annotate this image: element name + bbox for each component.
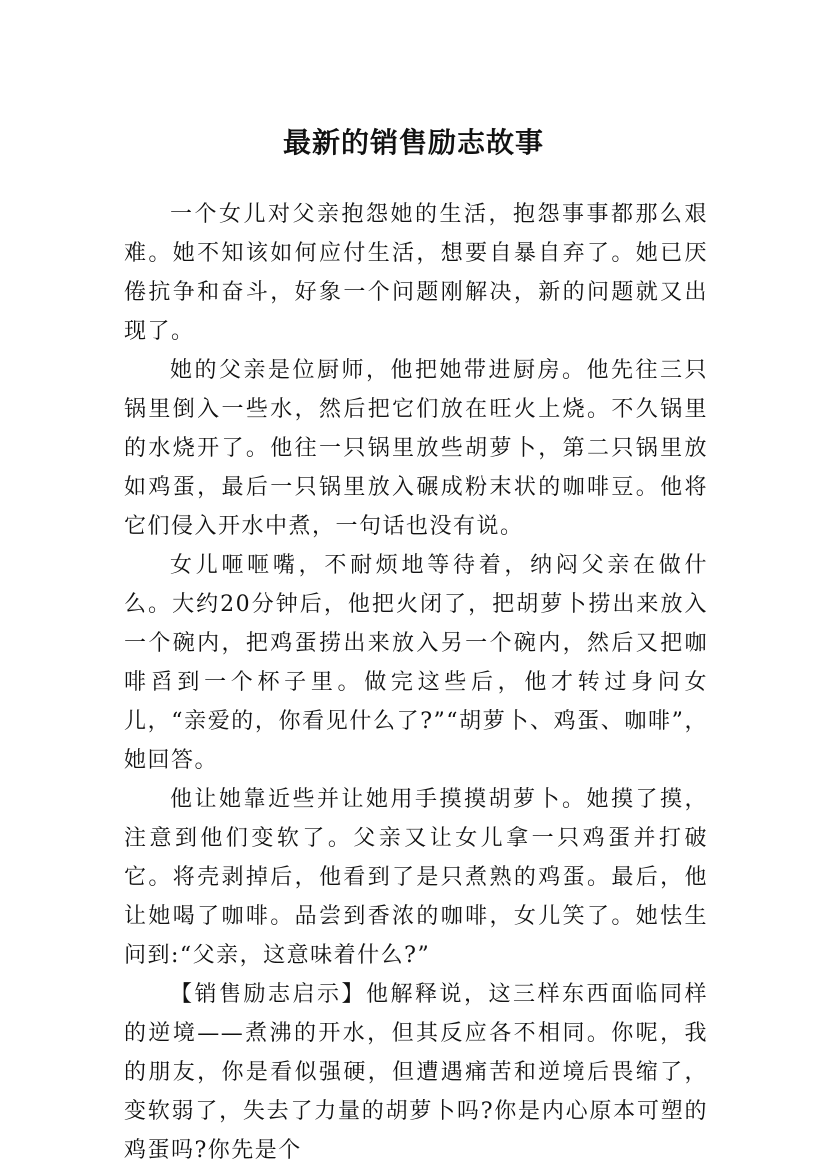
paragraph-3: 女儿咂咂嘴，不耐烦地等待着，纳闷父亲在做什么。大约20分钟后，他把火闭了，把胡萝卜捞出来放入一个碗内，把鸡蛋捞出来放入另一个碗内，然后又把咖啡舀到一个杯子里。做完这些后，他才转过身问女儿，“亲爱的，你看见什么了?”“胡萝卜、鸡蛋、咖啡”，她回答。 <box>124 553 708 773</box>
paragraph-5: 【销售励志启示】他解释说，这三样东西面临同样的逆境——煮沸的开水，但其反应各不相同。你呢，我的朋友，你是看似强硬，但遭遇痛苦和逆境后畏缩了，变软弱了，失去了力量的胡萝卜吗?你是内心原本可塑的鸡蛋吗?你先是个 <box>124 982 708 1163</box>
document-body <box>124 195 708 1170</box>
paragraph-2: 她的父亲是位厨师，他把她带进厨房。他先往三只锅里倒入一些水，然后把它们放在旺火上烧。不久锅里的水烧开了。他往一只锅里放些胡萝卜，第二只锅里放如鸡蛋，最后一只锅里放入碾成粉末状的咖啡豆。他将它们侵入开水中煮，一句话也没有说。 <box>124 358 708 539</box>
document-title: 最新的销售励志故事 <box>282 125 544 159</box>
paragraph-1: 一个女儿对父亲抱怨她的生活，抱怨事事都那么艰难。她不知该如何应付生活，想要自暴自弃了。她已厌倦抗争和奋斗，好象一个问题刚解决，新的问题就又出现了。 <box>124 202 708 344</box>
paragraph-4: 他让她靠近些并让她用手摸摸胡萝卜。她摸了摸，注意到他们变软了。父亲又让女儿拿一只鸡蛋并打破它。将壳剥掉后，他看到了是只煮熟的鸡蛋。最后，他让她喝了咖啡。品尝到香浓的咖啡，女儿笑了。她怯生问到:“父亲，这意味着什么?” <box>124 787 708 968</box>
